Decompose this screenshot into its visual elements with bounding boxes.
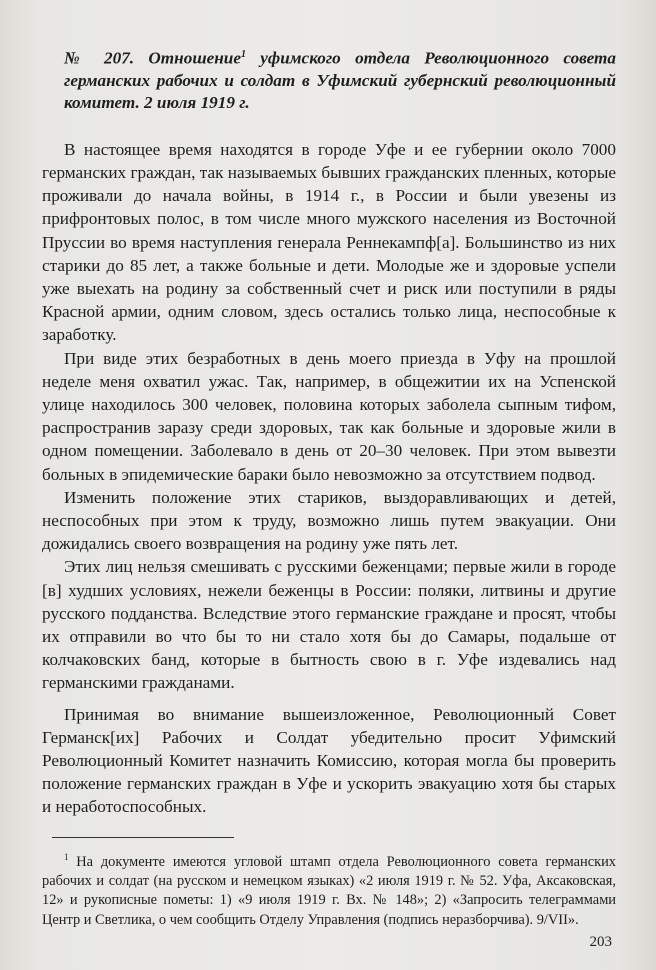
title-main: № 207. Отношение [64, 48, 241, 68]
footnote-text: На документе имеются угловой штамп отдела Революционного совета германских рабочих и солдат (на русском и немецком языках) «2 июля 1919 г. № 52. Уфа, Аксаковская, 12» и рукописные пометы: 1) «9 июля 1919 г. Вх. № 148»; 2) «Запросить телеграммами Центр и Светлика, о чем сообщить Отделу Управления (подпись неразборчива). 9/VII». [42, 853, 616, 928]
title-rest: уфимского отдела Революционного совета германских рабочих и солдат в Уфимский губернский революционный комитет. 2 июля 1919 г. [64, 48, 616, 112]
footnote [42, 848, 616, 931]
paragraph-1: В настоящее время находятся в городе Уфе и ее губернии около 7000 германских граждан, так называемых бывших гражданских пленных, которые проживали до начала войны, в 1914 г., в России и были увезены из прифронтовых полос, в том числе много мужского населения из Восточной Пруссии во время наступления генерала Реннекампф[а]. Большинство из них старики до 85 лет, а также больные и дети. Молодые же и здоровые успели уже выехать на родину за собственный счет и риск или поступили в ряды Красной армии, одним словом, здесь остались только лица, неспособные к заработку. [42, 139, 616, 345]
paragraph-3: Изменить положение этих стариков, выздоравливающих и детей, неспособных при этом к труду, возможно лишь путем эвакуации. Они дожидались своего возвращения на родину уже пять лет. [42, 487, 616, 554]
footnote-number: 1 [64, 851, 69, 862]
document-title [64, 44, 616, 114]
footnote-divider [52, 837, 234, 838]
paragraph-2: При виде этих безработных в день моего приезда в Уфу на прошлой неделе меня охватил ужас. Так, например, в общежитии их на Успенской улице находилось 300 человек, половина которых заболела сыпным тифом, распространив заразу среди здоровых, так как больные и здоровые жили в одном помещении. Заболевало в день от 20–30 человек. При этом вывезти больных в эпидемические бараки было невозможно за отсутствием подвод. [42, 348, 616, 484]
paragraph-4: Этих лиц нельзя смешивать с русскими беженцами; первые жили в городе [в] худших условиях, нежели беженцы в России: поляки, литвины и другие русского подданства. Вследствие этого германские граждане и просят, чтобы их отправили во что бы то ни стало хотя бы до Самары, подальше от колчаковских банд, которые в бытность свою в г. Уфе издевались над германскими гражданами. [42, 557, 616, 693]
title-footnote-ref: 1 [241, 49, 246, 60]
paragraph-5: Принимая во внимание вышеизложенное, Революционный Совет Германск[их] Рабочих и Солдат убедительно просит Уфимский Революционный Комитет назначить Комиссию, которая могла бы проверить положение германских граждан в Уфе и ускорить эвакуацию хотя бы старых и неработоспособных. [42, 704, 616, 817]
page-number: 203 [589, 934, 612, 951]
